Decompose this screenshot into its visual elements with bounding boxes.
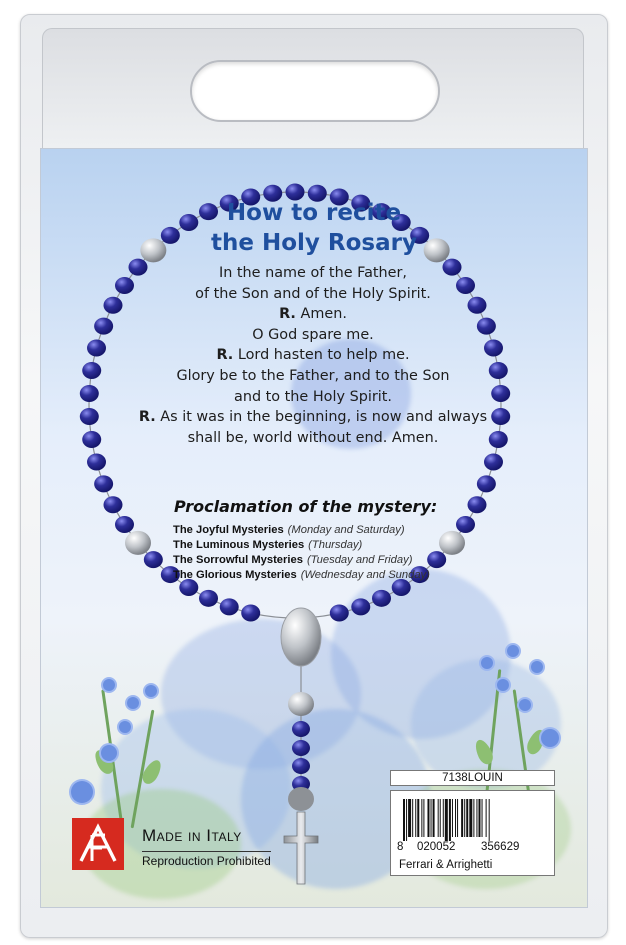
blue-bead [292,721,310,737]
mystery-name: The Glorious Mysteries [173,569,297,581]
made-in-italy [142,826,271,868]
prayer-line [102,325,524,346]
blue-bead [87,453,106,470]
blue-bead [80,385,99,402]
barcode-digits-left: 020052 [417,841,456,853]
barcode-bar [464,799,465,837]
mystery-name: The Luminous Mysteries [173,539,305,551]
prayer-line [102,263,524,284]
barcode-bar [473,799,474,837]
barcode-bar [482,799,483,837]
barcode-icon [403,799,543,841]
blue-bead [220,598,239,615]
prayer-line-text: O God spare me. [252,326,374,343]
barcode-bar [455,799,456,837]
response-marker: R. [279,306,296,323]
barcode-bar [427,799,429,837]
crucifix-icon [284,812,318,884]
barcode-bar [423,799,424,837]
barcode-bar [408,799,411,837]
mystery-item [173,553,473,568]
centerpiece-medal [281,608,321,666]
barcode-bar [403,799,405,841]
fa-logo-icon [75,821,121,867]
barcode-bar [486,799,487,837]
barcode-bar [431,799,432,837]
barcode-bar [412,799,413,837]
barcode-bar [433,799,435,837]
mystery-name: The Sorrowful Mysteries [173,554,303,566]
proclamation-title: Proclamation of the mystery: [174,497,438,516]
blue-bead [103,496,122,513]
prayer-line-text: As it was in the beginning, is now and always [155,409,488,426]
barcode-box [390,790,555,876]
silver-bead [125,531,151,555]
mystery-item [173,568,473,583]
barcode-bar [457,799,458,837]
barcode-bar [478,799,480,837]
response-marker: R. [216,347,234,364]
prayer-line-text: Glory be to the Father, and to the Son [176,367,450,384]
blue-bead [292,740,310,756]
prayer-line [102,387,524,408]
barcode-bar [406,799,407,841]
mystery-days: (Thursday) [308,539,363,551]
mysteries-list [173,523,473,583]
prayer-line-text: and to the Holy Spirit. [234,388,392,405]
prayer-line-text: shall be, world without end. Amen. [187,429,439,446]
blue-bead [484,453,503,470]
response-marker: R. [138,409,156,426]
barcode-bar [452,799,453,837]
blue-bead [292,758,310,774]
blue-bead [372,590,391,607]
barcode-bar [489,799,490,841]
barcode-bar [449,799,451,841]
prayer-text [102,263,524,448]
blue-bead [144,551,163,568]
mystery-days: (Monday and Saturday) [287,524,405,536]
prayer-line-text: In the name of the Father, [218,265,408,281]
prayer-line [102,345,524,366]
prayer-line [102,366,524,387]
blue-bead [94,475,113,492]
made-in-label: Made in Italy [142,826,242,845]
blue-bead [82,362,101,379]
pendant-bead [288,787,314,811]
blue-bead [199,590,218,607]
card-title-line2: the Holy Rosary [211,230,417,256]
barcode-bar [476,799,477,837]
mystery-item [173,523,473,538]
blue-bead [477,475,496,492]
barcode-bar [421,799,422,837]
barcode-digits-right: 356629 [481,841,520,853]
blue-bead [115,516,134,533]
brand-logo [72,818,124,870]
blue-bead [351,598,370,615]
product-code: 7138LOUIN [390,770,555,786]
blue-bead [330,605,349,622]
blue-bead [82,431,101,448]
barcode-bar [466,799,468,837]
silver-bead [288,692,314,716]
barcode-bar [415,799,416,837]
prayer-line-text: Amen. [295,306,347,323]
barcode-bar [417,799,419,837]
barcode-digit-lead: 8 [397,841,404,853]
blue-bead [241,605,260,622]
prayer-line-text: of the Son and of the Holy Spirit. [195,285,431,302]
reproduction-label: Reproduction Prohibited [142,851,271,868]
barcode-bar [443,799,444,837]
prayer-line-text: Lord hasten to help me. [233,347,410,364]
blue-bead [80,408,99,425]
barcode-bar [469,799,472,837]
prayer-line [102,284,524,305]
mystery-name: The Joyful Mysteries [173,524,284,536]
prayer-line [102,304,524,325]
barcode-bar [445,799,448,841]
maker-name: Ferrari & Arrighetti [399,859,493,871]
barcode-bar [461,799,463,837]
mystery-days: (Wednesday and Sunday) [300,569,430,581]
barcode-bar [438,799,439,837]
mystery-item [173,538,473,553]
prayer-line [102,428,524,449]
card-title-line1: How to recite [226,200,402,226]
prayer-line [102,407,524,428]
mystery-days: (Tuesday and Friday) [306,554,413,566]
barcode-bar [440,799,441,837]
